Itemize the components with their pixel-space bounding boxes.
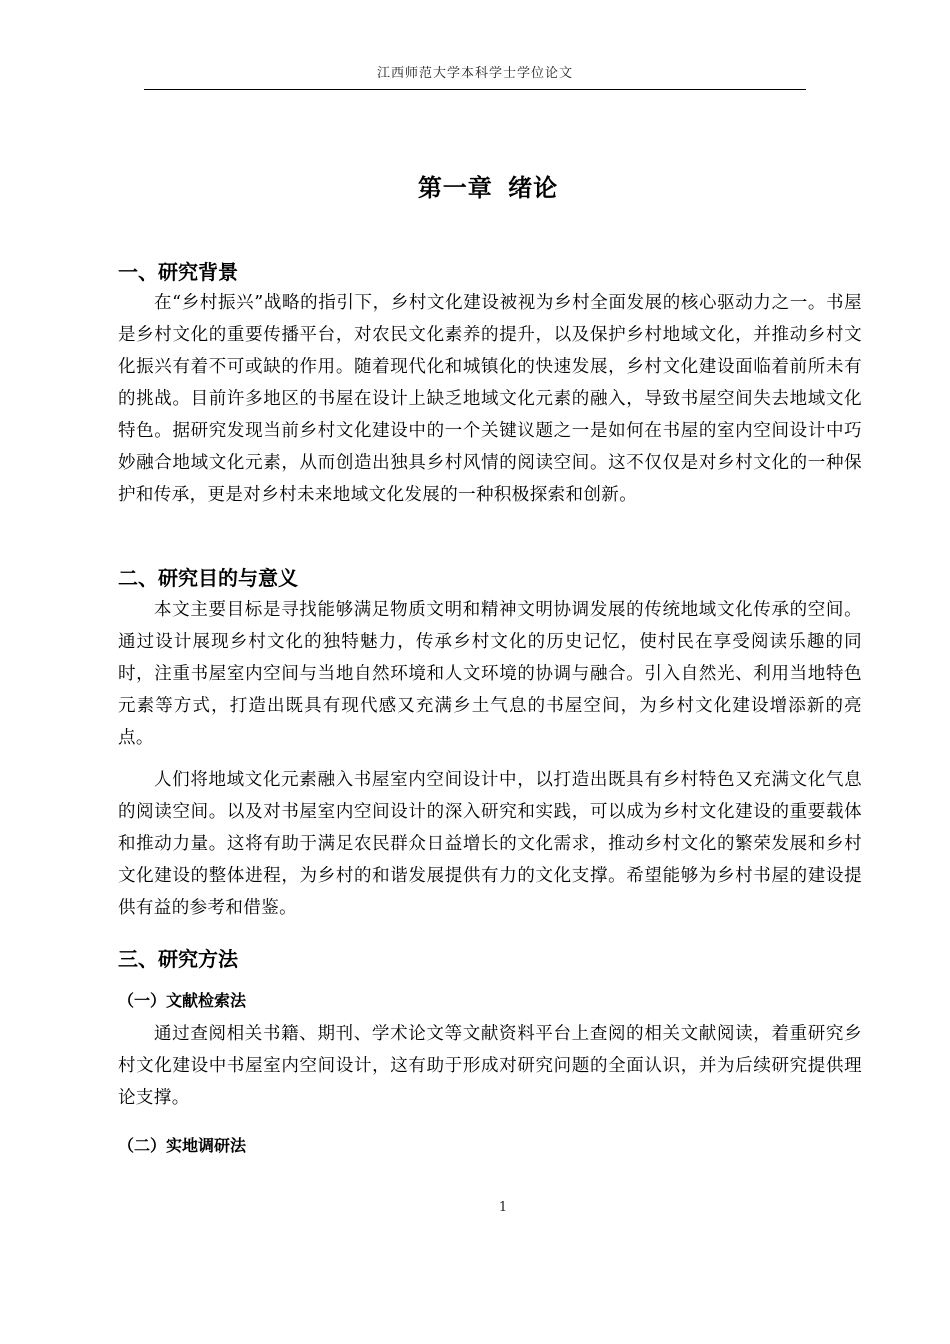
subsection-heading-literature: （一）文献检索法: [118, 991, 247, 1010]
chapter-title: 第一章 绪论: [417, 174, 559, 202]
paragraph-purpose-1: 本文主要目标是寻找能够满足物质文明和精神文明协调发展的传统地域文化传承的空间。通过设计展现乡村文化的独特魅力，传承乡村文化的历史记忆，使村民在享受阅读乐趣的同时，注重书屋室内空间与当地自然环境和人文环境的协调与融合。引入自然光、利用当地特色元素等方式，打造出既具有现代感又充满乡土气息的书屋空间，为乡村文化建设增添新的亮点。: [118, 600, 862, 748]
paragraph-background: 在“乡村振兴”战略的指引下，乡村文化建设被视为乡村全面发展的核心驱动力之一。书屋是乡村文化的重要传播平台，对农民文化素养的提升，以及保护乡村地域文化，并推动乡村文化振兴有着不可或缺的作用。随着现代化和城镇化的快速发展，乡村文化建设面临着前所未有的挑战。目前许多地区的书屋在设计上缺乏地域文化元素的融入，导致书屋空间失去地域文化特色。据研究发现当前乡村文化建设中的一个关键议题之一是如何在书屋的室内空间设计中巧妙融合地域文化元素，从而创造出独具乡村风情的阅读空间。这不仅仅是对乡村文化的一种保护和传承，更是对乡村未来地域文化发展的一种积极探索和创新。: [118, 293, 862, 505]
paragraph-purpose-2: 人们将地域文化元素融入书屋室内空间设计中，以打造出既具有乡村特色又充满文化气息的阅读空间。以及对书屋室内空间设计的深入研究和实践，可以成为乡村文化建设的重要载体和推动力量。这将有助于满足农民群众日益增长的文化需求，推动乡村文化的繁荣发展和乡村文化建设的整体进程，为乡村的和谐发展提供有力的文化支撑。希望能够为乡村书屋的建设提供有益的参考和借鉴。: [118, 770, 862, 918]
running-header: 江西师范大学本科学士学位论文: [376, 66, 573, 81]
section-heading-background: 一、研究背景: [118, 260, 238, 284]
section-heading-methods: 三、研究方法: [118, 947, 238, 971]
page-number: 1: [498, 1200, 508, 1215]
header-rule: [144, 89, 806, 90]
subsection-heading-fieldwork: （二）实地调研法: [118, 1136, 247, 1155]
paragraph-literature: 通过查阅相关书籍、期刊、学术论文等文献资料平台上查阅的相关文献阅读，着重研究乡村文化建设中书屋室内空间设计，这有助于形成对研究问题的全面认识，并为后续研究提供理论支撑。: [118, 1024, 862, 1108]
section-heading-purpose: 二、研究目的与意义: [118, 566, 298, 590]
